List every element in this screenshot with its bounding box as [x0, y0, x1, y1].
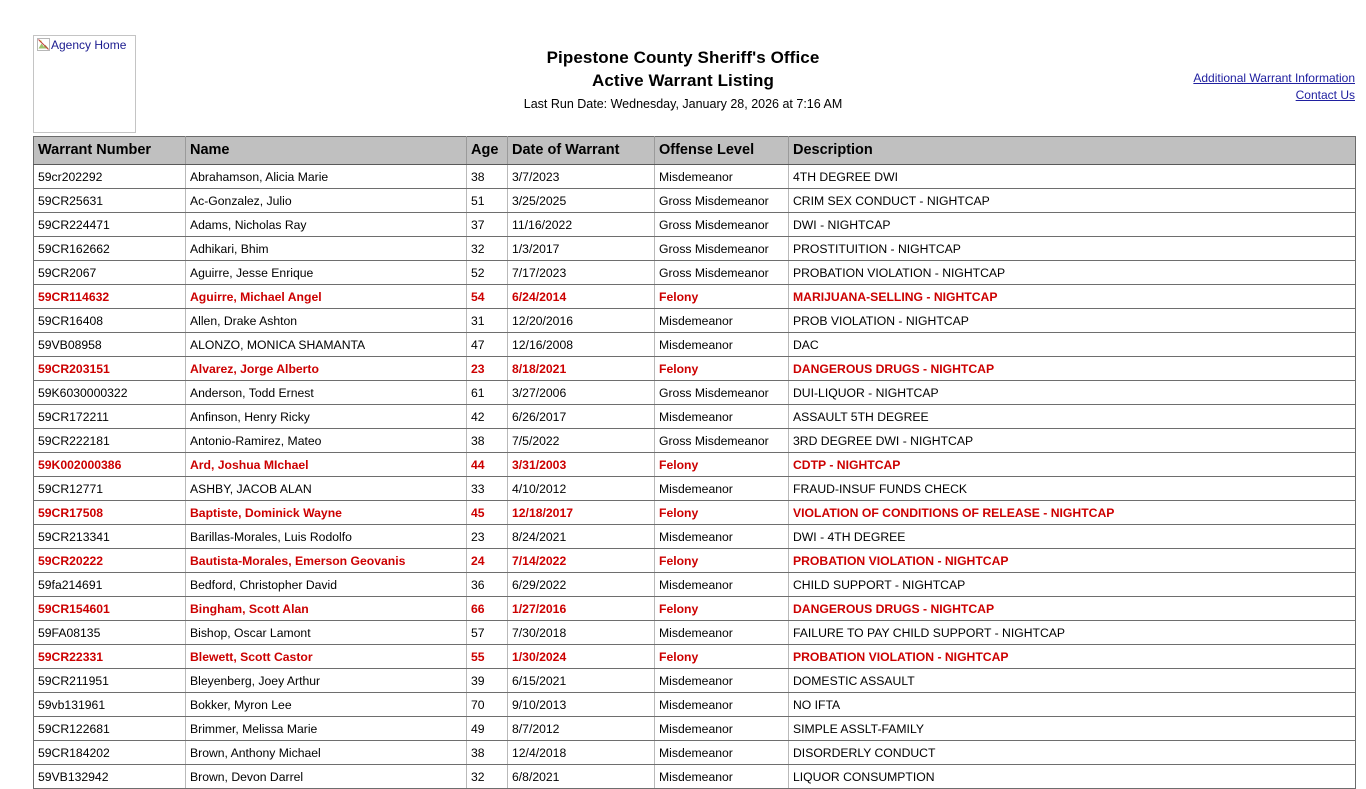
cell-description: LIQUOR CONSUMPTION — [789, 765, 1356, 789]
cell-name: Adams, Nicholas Ray — [186, 213, 467, 237]
cell-description: CHILD SUPPORT - NIGHTCAP — [789, 573, 1356, 597]
cell-name: Ard, Joshua MIchael — [186, 453, 467, 477]
additional-warrant-information-link[interactable]: Additional Warrant Information — [1193, 71, 1355, 85]
cell-offense-level: Misdemeanor — [655, 573, 789, 597]
cell-date-of-warrant: 11/16/2022 — [508, 213, 655, 237]
cell-name: Antonio-Ramirez, Mateo — [186, 429, 467, 453]
cell-offense-level: Felony — [655, 453, 789, 477]
cell-date-of-warrant: 6/8/2021 — [508, 765, 655, 789]
cell-warrant-number: 59CR114632 — [34, 285, 186, 309]
cell-date-of-warrant: 6/15/2021 — [508, 669, 655, 693]
cell-warrant-number: 59CR122681 — [34, 717, 186, 741]
warrant-table-wrap — [33, 136, 1355, 789]
cell-date-of-warrant: 1/3/2017 — [508, 237, 655, 261]
cell-name: ALONZO, MONICA SHAMANTA — [186, 333, 467, 357]
cell-warrant-number: 59CR17508 — [34, 501, 186, 525]
column-header-warrant-number[interactable]: Warrant Number — [34, 137, 186, 165]
cell-name: Brown, Devon Darrel — [186, 765, 467, 789]
cell-offense-level: Gross Misdemeanor — [655, 189, 789, 213]
cell-name: Bingham, Scott Alan — [186, 597, 467, 621]
cell-warrant-number: 59FA08135 — [34, 621, 186, 645]
cell-name: Bautista-Morales, Emerson Geovanis — [186, 549, 467, 573]
table-row[interactable] — [34, 453, 1356, 477]
cell-name: Bokker, Myron Lee — [186, 693, 467, 717]
cell-name: Brown, Anthony Michael — [186, 741, 467, 765]
cell-description: PROB VIOLATION - NIGHTCAP — [789, 309, 1356, 333]
cell-description: ASSAULT 5TH DEGREE — [789, 405, 1356, 429]
cell-date-of-warrant: 7/5/2022 — [508, 429, 655, 453]
cell-description: MARIJUANA-SELLING - NIGHTCAP — [789, 285, 1356, 309]
cell-date-of-warrant: 1/27/2016 — [508, 597, 655, 621]
warrant-table — [33, 136, 1356, 789]
cell-warrant-number: 59K6030000322 — [34, 381, 186, 405]
cell-description: CRIM SEX CONDUCT - NIGHTCAP — [789, 189, 1356, 213]
cell-age: 31 — [467, 309, 508, 333]
cell-date-of-warrant: 12/20/2016 — [508, 309, 655, 333]
cell-warrant-number: 59CR2067 — [34, 261, 186, 285]
warrant-table-body — [34, 165, 1356, 789]
table-row[interactable] — [34, 573, 1356, 597]
cell-age: 51 — [467, 189, 508, 213]
cell-age: 57 — [467, 621, 508, 645]
table-header-row — [34, 137, 1356, 165]
table-row[interactable] — [34, 645, 1356, 669]
cell-date-of-warrant: 1/30/2024 — [508, 645, 655, 669]
cell-name: Baptiste, Dominick Wayne — [186, 501, 467, 525]
cell-description: 4TH DEGREE DWI — [789, 165, 1356, 189]
cell-warrant-number: 59CR211951 — [34, 669, 186, 693]
cell-description: 3RD DEGREE DWI - NIGHTCAP — [789, 429, 1356, 453]
cell-age: 54 — [467, 285, 508, 309]
page-title: Pipestone County Sheriff's Office — [546, 48, 820, 67]
cell-offense-level: Misdemeanor — [655, 525, 789, 549]
cell-warrant-number: 59cr202292 — [34, 165, 186, 189]
column-header-date-of-warrant[interactable]: Date of Warrant — [508, 137, 655, 165]
cell-date-of-warrant: 8/7/2012 — [508, 717, 655, 741]
cell-age: 38 — [467, 741, 508, 765]
cell-warrant-number: 59CR224471 — [34, 213, 186, 237]
cell-description: DOMESTIC ASSAULT — [789, 669, 1356, 693]
cell-age: 70 — [467, 693, 508, 717]
cell-age: 55 — [467, 645, 508, 669]
table-row[interactable] — [34, 213, 1356, 237]
cell-description: PROBATION VIOLATION - NIGHTCAP — [789, 261, 1356, 285]
cell-description: DISORDERLY CONDUCT — [789, 741, 1356, 765]
cell-offense-level: Felony — [655, 597, 789, 621]
cell-age: 23 — [467, 357, 508, 381]
header-links — [1193, 70, 1355, 104]
table-row[interactable] — [34, 285, 1356, 309]
cell-description: PROBATION VIOLATION - NIGHTCAP — [789, 645, 1356, 669]
cell-name: Bedford, Christopher David — [186, 573, 467, 597]
cell-name: Bleyenberg, Joey Arthur — [186, 669, 467, 693]
cell-age: 44 — [467, 453, 508, 477]
cell-date-of-warrant: 3/31/2003 — [508, 453, 655, 477]
cell-description: DANGEROUS DRUGS - NIGHTCAP — [789, 357, 1356, 381]
cell-offense-level: Gross Misdemeanor — [655, 381, 789, 405]
table-row[interactable] — [34, 669, 1356, 693]
cell-age: 37 — [467, 213, 508, 237]
column-header-name[interactable]: Name — [186, 137, 467, 165]
cell-offense-level: Misdemeanor — [655, 621, 789, 645]
cell-warrant-number: 59CR162662 — [34, 237, 186, 261]
cell-age: 23 — [467, 525, 508, 549]
cell-age: 32 — [467, 765, 508, 789]
cell-offense-level: Misdemeanor — [655, 333, 789, 357]
cell-offense-level: Felony — [655, 357, 789, 381]
cell-warrant-number: 59vb131961 — [34, 693, 186, 717]
cell-warrant-number: 59K002000386 — [34, 453, 186, 477]
table-row[interactable] — [34, 381, 1356, 405]
table-row[interactable] — [34, 309, 1356, 333]
cell-description: FAILURE TO PAY CHILD SUPPORT - NIGHTCAP — [789, 621, 1356, 645]
table-row[interactable] — [34, 693, 1356, 717]
cell-name: Barillas-Morales, Luis Rodolfo — [186, 525, 467, 549]
cell-warrant-number: 59CR22331 — [34, 645, 186, 669]
cell-name: Ac-Gonzalez, Julio — [186, 189, 467, 213]
table-row[interactable] — [34, 597, 1356, 621]
cell-date-of-warrant: 6/29/2022 — [508, 573, 655, 597]
cell-offense-level: Felony — [655, 549, 789, 573]
cell-description: PROBATION VIOLATION - NIGHTCAP — [789, 549, 1356, 573]
cell-description: DANGEROUS DRUGS - NIGHTCAP — [789, 597, 1356, 621]
cell-offense-level: Misdemeanor — [655, 309, 789, 333]
table-row[interactable] — [34, 477, 1356, 501]
cell-warrant-number: 59CR25631 — [34, 189, 186, 213]
cell-age: 38 — [467, 165, 508, 189]
cell-warrant-number: 59CR222181 — [34, 429, 186, 453]
cell-date-of-warrant: 12/16/2008 — [508, 333, 655, 357]
table-row[interactable] — [34, 405, 1356, 429]
cell-date-of-warrant: 3/7/2023 — [508, 165, 655, 189]
cell-date-of-warrant: 12/4/2018 — [508, 741, 655, 765]
cell-offense-level: Misdemeanor — [655, 765, 789, 789]
cell-warrant-number: 59CR16408 — [34, 309, 186, 333]
cell-name: Anfinson, Henry Ricky — [186, 405, 467, 429]
cell-description: PROSTITUITION - NIGHTCAP — [789, 237, 1356, 261]
cell-age: 24 — [467, 549, 508, 573]
table-row[interactable] — [34, 501, 1356, 525]
cell-date-of-warrant: 3/27/2006 — [508, 381, 655, 405]
cell-name: Bishop, Oscar Lamont — [186, 621, 467, 645]
column-header-description[interactable]: Description — [789, 137, 1356, 165]
cell-date-of-warrant: 12/18/2017 — [508, 501, 655, 525]
cell-age: 47 — [467, 333, 508, 357]
cell-name: Alvarez, Jorge Alberto — [186, 357, 467, 381]
cell-warrant-number: 59VB132942 — [34, 765, 186, 789]
cell-description: SIMPLE ASSLT-FAMILY — [789, 717, 1356, 741]
cell-offense-level: Felony — [655, 285, 789, 309]
cell-offense-level: Misdemeanor — [655, 477, 789, 501]
last-run-date: Last Run Date: Wednesday, January 28, 2026 at 7:16 AM — [523, 97, 843, 111]
cell-age: 66 — [467, 597, 508, 621]
table-row[interactable] — [34, 525, 1356, 549]
column-header-age[interactable]: Age — [467, 137, 508, 165]
cell-age: 38 — [467, 429, 508, 453]
cell-date-of-warrant: 9/10/2013 — [508, 693, 655, 717]
cell-name: Blewett, Scott Castor — [186, 645, 467, 669]
cell-offense-level: Gross Misdemeanor — [655, 261, 789, 285]
cell-warrant-number: 59CR12771 — [34, 477, 186, 501]
cell-warrant-number: 59CR154601 — [34, 597, 186, 621]
table-row[interactable] — [34, 357, 1356, 381]
column-header-offense-level[interactable]: Offense Level — [655, 137, 789, 165]
cell-name: Brimmer, Melissa Marie — [186, 717, 467, 741]
table-row[interactable] — [34, 261, 1356, 285]
cell-date-of-warrant: 7/17/2023 — [508, 261, 655, 285]
cell-name: Allen, Drake Ashton — [186, 309, 467, 333]
table-row[interactable] — [34, 765, 1356, 789]
cell-date-of-warrant: 6/26/2017 — [508, 405, 655, 429]
cell-warrant-number: 59fa214691 — [34, 573, 186, 597]
cell-age: 39 — [467, 669, 508, 693]
cell-age: 45 — [467, 501, 508, 525]
table-row[interactable] — [34, 741, 1356, 765]
table-row[interactable] — [34, 429, 1356, 453]
cell-date-of-warrant: 3/25/2025 — [508, 189, 655, 213]
cell-date-of-warrant: 6/24/2014 — [508, 285, 655, 309]
cell-offense-level: Misdemeanor — [655, 669, 789, 693]
table-row[interactable] — [34, 189, 1356, 213]
cell-date-of-warrant: 7/14/2022 — [508, 549, 655, 573]
table-row[interactable] — [34, 333, 1356, 357]
cell-name: Anderson, Todd Ernest — [186, 381, 467, 405]
table-row[interactable] — [34, 717, 1356, 741]
cell-age: 36 — [467, 573, 508, 597]
table-row[interactable] — [34, 237, 1356, 261]
cell-description: FRAUD-INSUF FUNDS CHECK — [789, 477, 1356, 501]
table-row[interactable] — [34, 621, 1356, 645]
cell-age: 42 — [467, 405, 508, 429]
page-header — [0, 0, 1366, 136]
cell-date-of-warrant: 8/18/2021 — [508, 357, 655, 381]
cell-description: NO IFTA — [789, 693, 1356, 717]
cell-description: DWI - 4TH DEGREE — [789, 525, 1356, 549]
cell-warrant-number: 59CR20222 — [34, 549, 186, 573]
cell-offense-level: Misdemeanor — [655, 165, 789, 189]
cell-age: 61 — [467, 381, 508, 405]
cell-name: Aguirre, Jesse Enrique — [186, 261, 467, 285]
agency-home-alt-text: Agency Home — [51, 38, 127, 52]
cell-warrant-number: 59CR184202 — [34, 741, 186, 765]
cell-age: 33 — [467, 477, 508, 501]
cell-description: DWI - NIGHTCAP — [789, 213, 1356, 237]
cell-description: DUI-LIQUOR - NIGHTCAP — [789, 381, 1356, 405]
page-subtitle: Active Warrant Listing — [592, 71, 774, 90]
warrant-table-head — [34, 137, 1356, 165]
title-block — [0, 46, 1366, 114]
cell-warrant-number: 59CR203151 — [34, 357, 186, 381]
cell-date-of-warrant: 4/10/2012 — [508, 477, 655, 501]
cell-name: Aguirre, Michael Angel — [186, 285, 467, 309]
cell-description: CDTP - NIGHTCAP — [789, 453, 1356, 477]
cell-offense-level: Gross Misdemeanor — [655, 429, 789, 453]
cell-offense-level: Felony — [655, 501, 789, 525]
cell-name: ASHBY, JACOB ALAN — [186, 477, 467, 501]
contact-us-link[interactable]: Contact Us — [1295, 88, 1355, 102]
cell-name: Adhikari, Bhim — [186, 237, 467, 261]
cell-description: VIOLATION OF CONDITIONS OF RELEASE - NIGHTCAP — [789, 501, 1356, 525]
cell-date-of-warrant: 8/24/2021 — [508, 525, 655, 549]
cell-warrant-number: 59CR172211 — [34, 405, 186, 429]
cell-offense-level: Misdemeanor — [655, 717, 789, 741]
cell-offense-level: Gross Misdemeanor — [655, 213, 789, 237]
cell-offense-level: Felony — [655, 645, 789, 669]
cell-date-of-warrant: 7/30/2018 — [508, 621, 655, 645]
table-row[interactable] — [34, 165, 1356, 189]
cell-age: 32 — [467, 237, 508, 261]
cell-offense-level: Gross Misdemeanor — [655, 237, 789, 261]
cell-offense-level: Misdemeanor — [655, 741, 789, 765]
cell-offense-level: Misdemeanor — [655, 405, 789, 429]
cell-age: 52 — [467, 261, 508, 285]
cell-offense-level: Misdemeanor — [655, 693, 789, 717]
cell-warrant-number: 59VB08958 — [34, 333, 186, 357]
cell-name: Abrahamson, Alicia Marie — [186, 165, 467, 189]
cell-description: DAC — [789, 333, 1356, 357]
cell-warrant-number: 59CR213341 — [34, 525, 186, 549]
table-row[interactable] — [34, 549, 1356, 573]
cell-age: 49 — [467, 717, 508, 741]
